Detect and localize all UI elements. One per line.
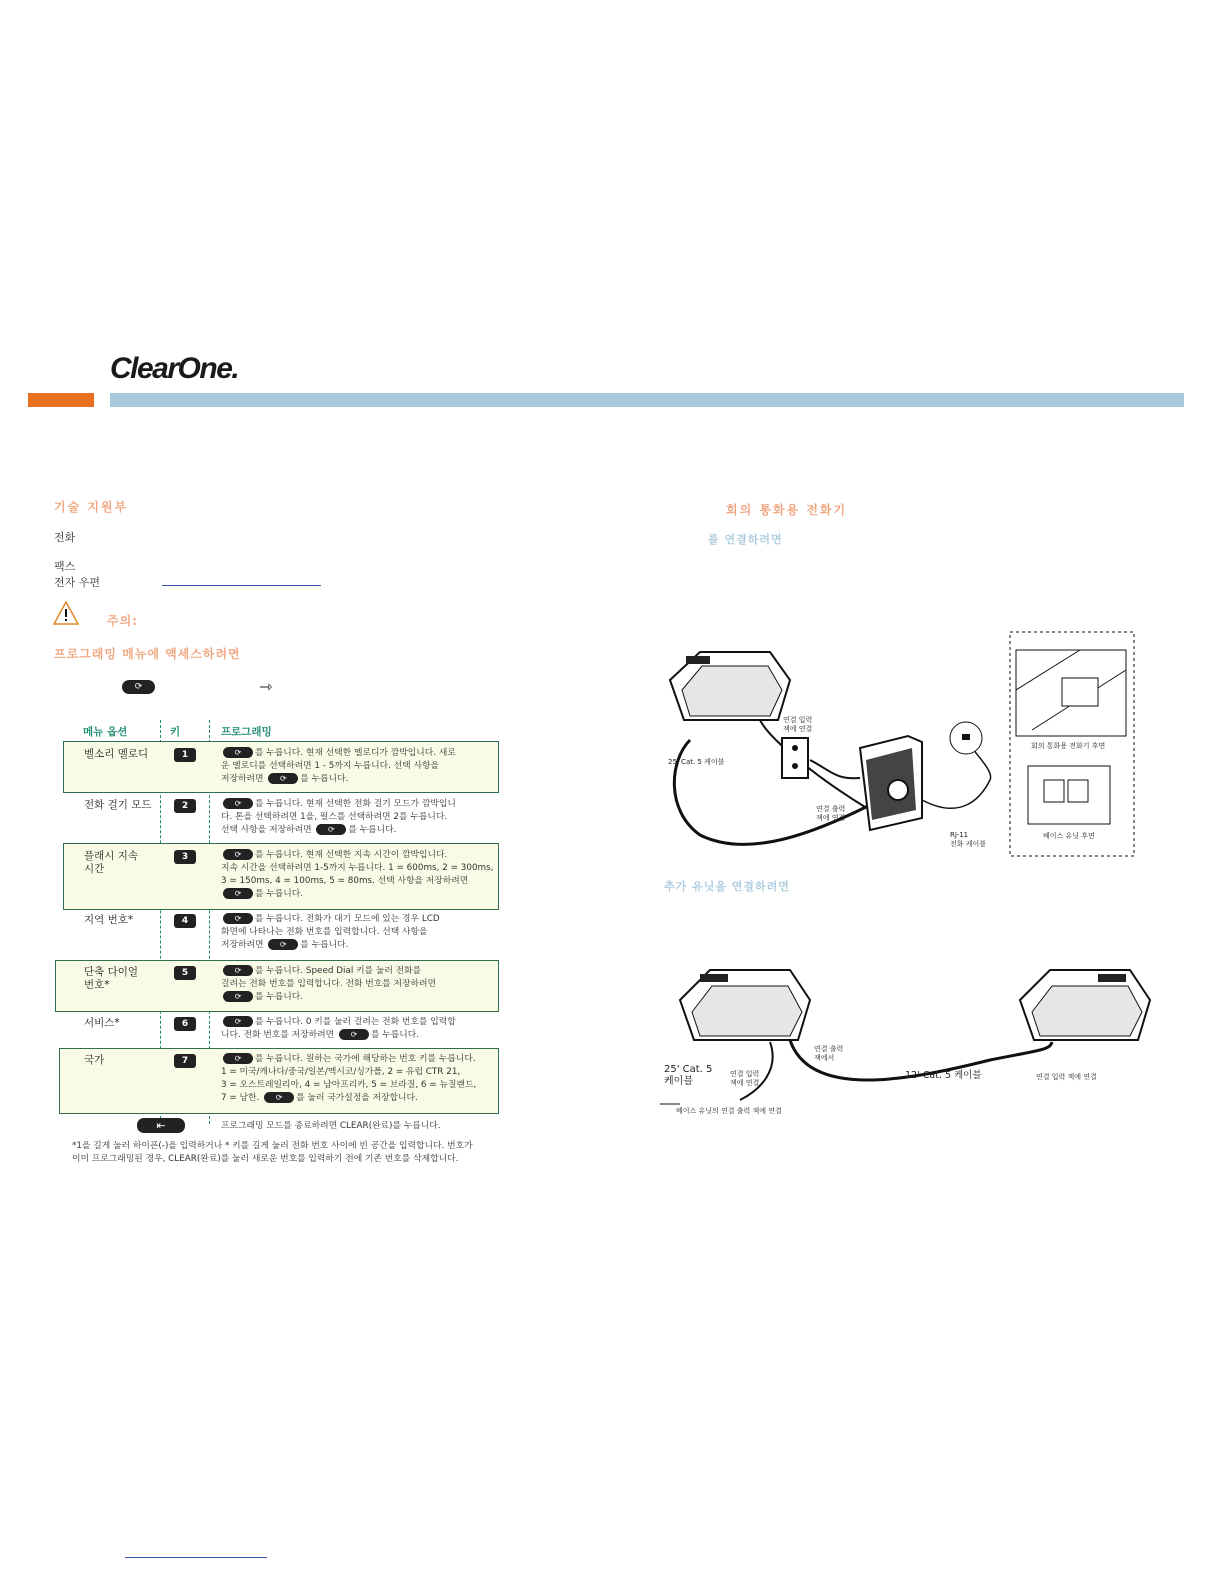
header-key: 키	[170, 726, 181, 738]
row-option: 지역 번호*	[84, 914, 134, 926]
fig1-back-base: 베이스 유닛 후면	[1043, 832, 1095, 840]
refresh-icon: ⟳	[268, 773, 298, 784]
refresh-icon: ⟳	[223, 888, 253, 899]
email-link[interactable]	[162, 585, 321, 586]
row-key: 6	[174, 1017, 196, 1031]
orange-accent-bar	[28, 393, 94, 407]
row-key: 2	[174, 799, 196, 813]
refresh-icon: ⟳	[223, 1016, 253, 1027]
refresh-icon: ⟳	[316, 824, 346, 835]
row-key: 3	[174, 850, 196, 864]
fax-label: 팩스	[54, 560, 76, 573]
row-programming: ⟳ 를 누릅니다. 전화가 대기 모드에 있는 경우 LCD 화면에 나타나는 전화 번호를 입력합니다. 선택 사항을 저장하려면 ⟳ 를 누릅니다.	[221, 914, 440, 950]
additional-title: 추가 유닛을 연결하려면	[664, 880, 790, 893]
refresh-icon: ⟳	[339, 1029, 369, 1040]
fig2-in-jack: 연결 입력 잭에 연결	[730, 1070, 760, 1087]
refresh-icon: ⟳	[223, 965, 253, 976]
row-key: 7	[174, 1054, 196, 1068]
caution-label: 주의:	[107, 614, 138, 628]
clearone-logo: ClearOne.	[110, 352, 239, 385]
fig1-out-jack: 연결 출력 잭에 연결	[816, 805, 846, 822]
email-label: 전자 우편	[54, 576, 101, 589]
refresh-icon: ⟳	[223, 913, 253, 924]
exit-text: 프로그래밍 모드를 종료하려면 CLEAR(완료)를 누릅니다.	[221, 1121, 441, 1131]
refresh-icon: ⟳	[223, 1053, 253, 1064]
clear-icon: ⇤	[137, 1118, 185, 1133]
footer-link[interactable]	[125, 1557, 267, 1558]
row-programming: ⟳ 를 누릅니다. 원하는 국가에 해당하는 번호 키를 누릅니다. 1 = 미국/캐나다/중국/일본/멕시코/싱가폴, 2 = 유럽 CTR 21, 3 = 오스트레일리아, 4 = 남아프리카, 5 = 브라질, 6 = 뉴질랜드, 7 = 남한. ⟳ 를 눌러 국가설정을 저장합니다.	[221, 1054, 477, 1103]
programming-title: 프로그래밍 메뉴에 액세스하려면	[54, 647, 241, 661]
row-option: 서비스*	[84, 1017, 120, 1029]
row-option: 전화 걸기 모드	[84, 799, 152, 811]
row-option: 단축 다이얼 번호*	[84, 966, 139, 991]
tech-support-title: 기술 지원부	[54, 500, 129, 514]
row-option: 플래시 지속 시간	[84, 850, 139, 875]
row-key: 1	[174, 748, 196, 762]
header-programming: 프로그래밍	[221, 726, 272, 738]
right-title: 회의 통화용 전화기	[726, 503, 848, 517]
header-rule	[110, 393, 1184, 407]
arrow-right-icon: ⇾	[259, 677, 273, 696]
refresh-icon: ⟳	[223, 991, 253, 1002]
fig2-out-jack: 연결 출력 잭에서	[814, 1045, 844, 1062]
fig1-back-conf: 회의 통화용 전화기 후면	[1031, 742, 1106, 750]
fig2-base-out: 베이스 유닛의 연결 출력 잭에 연결	[676, 1107, 782, 1115]
fig2-cable12: 12' Cat. 5 케이블	[905, 1070, 982, 1081]
refresh-icon: ⟳	[122, 680, 155, 694]
fig1-cable25: 25' Cat. 5 케이블	[668, 758, 725, 766]
row-programming: ⟳ 를 누릅니다. Speed Dial 키를 눌러 전화를 걸려는 전화 번호를 입력합니다. 전화 번호를 저장하려면 ⟳ 를 누릅니다.	[221, 966, 437, 1002]
row-programming: ⟳ 를 누릅니다. 현재 선택한 멜로디가 깜박입니다. 새로 운 멜로디를 선택하려면 1 - 5까지 누릅니다. 선택 사항을 저장하려면 ⟳ 를 누릅니다.	[221, 748, 456, 784]
fig2-in-jack-right: 연결 입력 잭에 연결	[1036, 1073, 1097, 1081]
refresh-icon: ⟳	[223, 849, 253, 860]
row-programming: ⟳ 를 누릅니다. 0 키를 눌러 걸려는 전화 번호를 입력합 니다. 전화 번호를 저장하려면 ⟳ 를 누릅니다.	[221, 1017, 456, 1040]
row-key: 4	[174, 914, 196, 928]
refresh-icon: ⟳	[223, 798, 253, 809]
footnote: *1을 길게 눌러 하이픈(-)을 입력하거나 * 키를 길게 눌러 전화 번호 사이에 빈 공간을 입력합니다. 번호가 이미 프로그래밍된 경우, CLEAR(완료)를 눌러 새로운 번호를 입력하기 전에 기존 번호를 삭제합니다.	[72, 1141, 473, 1164]
fig1-rj11: RJ-11 전화 케이블	[950, 831, 987, 848]
row-option: 국가	[84, 1054, 105, 1066]
row-programming: ⟳ 를 누릅니다. 현재 선택한 전화 걸기 모드가 깜박입니 다. 톤을 선택하려면 1을, 펄스를 선택하려면 2를 누릅니다. 선택 사항을 저장하려면 ⟳ 를 누릅니다.	[221, 799, 456, 835]
header-menu-option: 메뉴 옵션	[83, 726, 128, 738]
fig1-in-jack: 연결 입력 잭에 연결	[783, 716, 813, 733]
row-option: 벨소리 멜로디	[84, 748, 149, 760]
connect-title: 를 연결하려면	[708, 533, 783, 546]
row-key: 5	[174, 966, 196, 980]
phone-label: 전화	[54, 531, 76, 544]
refresh-icon: ⟳	[264, 1092, 294, 1103]
fig2-cable25: 25' Cat. 5 케이블	[664, 1064, 713, 1087]
refresh-icon: ⟳	[268, 939, 298, 950]
warning-icon	[53, 601, 79, 629]
refresh-icon: ⟳	[223, 747, 253, 758]
row-programming: ⟳ 를 누릅니다. 현재 선택한 지속 시간이 깜박입니다. 지속 시간을 선택하려면 1-5까지 누릅니다. 1 = 600ms, 2 = 300ms, 3 = 150ms, 4 = 100ms, 5 = 80ms. 선택 사항을 저장하려면 ⟳ 를 누릅니다.	[221, 850, 494, 899]
